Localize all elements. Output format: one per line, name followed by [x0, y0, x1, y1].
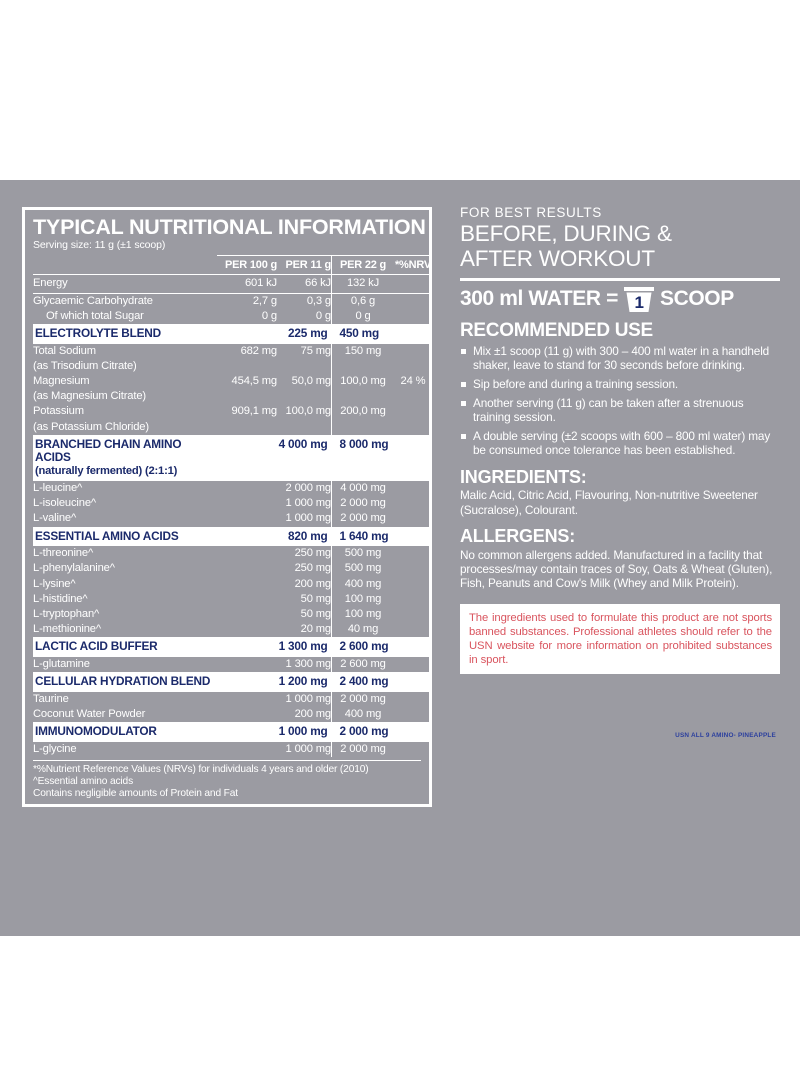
nutrient-name: (as Potassium Chloride): [33, 420, 149, 433]
nutrient-value: 909,1 mg: [231, 405, 277, 418]
nutrient-name: Glycaemic Carbohydrate: [33, 294, 153, 307]
table-row-blend-header: [33, 637, 432, 657]
nutrient-value: [217, 592, 277, 607]
square-bullet-icon: [461, 382, 466, 387]
nutrient-name: L-isoleucine^: [33, 497, 97, 510]
nutrient-name: L-glutamine: [33, 657, 90, 670]
nutrient-value: [394, 293, 432, 309]
recommended-use-title: RECOMMENDED USE: [460, 319, 653, 341]
nutrient-name: Taurine: [33, 692, 69, 705]
column-header: PER 11 g: [277, 256, 332, 275]
nutrient-value: [217, 561, 277, 576]
nutrient-value: 2 600 mg: [332, 657, 395, 672]
table-row-blend-header: [33, 324, 432, 344]
column-header: PER 22 g: [332, 256, 395, 275]
ingredients-title: INGREDIENTS:: [460, 466, 587, 487]
nutrient-name: (as Trisodium Citrate): [33, 359, 137, 372]
nutrient-value: 24 %: [400, 375, 426, 388]
nutrient-name: L-glycine: [33, 742, 77, 755]
square-bullet-icon: [461, 434, 466, 439]
nutrient-value: [332, 420, 395, 435]
nutrient-value: 132 kJ: [332, 275, 395, 293]
nutrient-value: [217, 546, 277, 561]
product-sku-label: USN ALL 9 AMINO- PINEAPPLE: [675, 732, 776, 740]
scoop-count-text: 1: [634, 292, 644, 312]
table-row: [33, 692, 432, 707]
nutrient-value: [394, 707, 432, 722]
table-row: [33, 511, 432, 526]
best-results-kicker: FOR BEST RESULTS: [460, 205, 602, 220]
nutrient-value: 2 000 mg: [332, 496, 395, 511]
nutrient-value: [217, 511, 277, 526]
recommended-use-list: [460, 344, 780, 458]
table-row: [33, 420, 432, 435]
banned-substances-warning: The ingredients used to formulate this product are not sports banned substances. Professional athletes should refer to the USN website for more information on prohibited substances in sport.: [460, 604, 780, 674]
nutrient-value: [332, 359, 395, 374]
nutrient-name: L-phenylalanine^: [33, 562, 115, 575]
nutrient-name: L-tryptophan^: [33, 607, 100, 620]
nutrient-value: 250 mg: [294, 547, 331, 560]
nutrient-value: [217, 692, 277, 707]
water-ratio-suffix: SCOOP: [659, 287, 734, 311]
nutrient-value: 0,3 g: [306, 294, 331, 307]
recommended-use-text: A double serving (±2 scoops with 600 – 800 ml water) may be consumed once tolerance has been established.: [473, 429, 771, 458]
square-bullet-icon: [461, 349, 466, 354]
nutrient-value: [394, 324, 432, 344]
nutrient-name: Energy: [33, 275, 217, 293]
nutrient-value: 100 mg: [332, 607, 395, 622]
nutrient-name: Potassium: [33, 405, 84, 418]
table-row: [33, 592, 432, 607]
table-row: [33, 275, 432, 293]
nutrient-value: 400 mg: [332, 707, 395, 722]
nutrient-value: 454,5 mg: [231, 375, 277, 388]
nutrient-value: 40 mg: [332, 622, 395, 637]
nutrient-name-text: BRANCHED CHAIN AMINO ACIDS: [35, 436, 182, 465]
nutrient-value: [217, 389, 277, 404]
footnote-eaa: ^Essential amino acids: [33, 776, 134, 788]
nutrient-value: [217, 637, 277, 657]
table-row: [33, 344, 432, 359]
nutrient-value: [217, 527, 277, 547]
headline-line-1: BEFORE, DURING &: [460, 220, 672, 246]
allergens-title: ALLERGENS:: [460, 525, 576, 546]
nutrient-value: 2 000 mg: [332, 511, 395, 526]
nutrient-value: [394, 577, 432, 592]
table-row: [33, 293, 432, 309]
nutrient-value: [394, 672, 432, 692]
recommended-use-item: [460, 344, 780, 372]
scoop-icon: [624, 287, 654, 312]
column-header: PER 100 g: [217, 256, 277, 275]
nutrient-value: 200 mg: [294, 577, 331, 590]
table-row: [33, 359, 432, 374]
recommended-use-item: [460, 429, 780, 457]
table-row: [33, 309, 432, 324]
nutrient-name: L-valine^: [33, 512, 77, 525]
nutrient-value: 1 300 mg: [285, 657, 331, 670]
nutrient-value: [394, 657, 432, 672]
serving-size-text: Serving size: 11 g (±1 scoop): [33, 239, 166, 252]
table-row: [33, 657, 432, 672]
nutrient-value: [394, 359, 432, 374]
nutrient-value: 2 000 mg: [332, 692, 395, 707]
nutrient-value: 20 mg: [300, 623, 331, 636]
nutrient-value: 225 mg: [277, 324, 332, 344]
nutrient-name: ESSENTIAL AMINO ACIDS: [33, 527, 217, 547]
water-ratio-prefix: 300 ml WATER =: [460, 287, 618, 311]
nutrient-value: 150 mg: [332, 344, 395, 359]
nutrient-name: Of which total Sugar: [46, 309, 144, 322]
nutrition-panel: [22, 207, 432, 807]
nutrient-value: [217, 672, 277, 692]
table-row: [33, 404, 432, 419]
divider-rule: [460, 278, 780, 280]
nutrient-value: [394, 389, 432, 404]
allergens-text: No common allergens added. Manufactured in a facility that processes/may contain traces of Soy, Oats & Wheat (Gluten), Fish, Peanuts and Cow's Milk (Whey and Milk Protein).: [460, 547, 773, 590]
nutrient-value: [394, 309, 432, 324]
recommended-use-text: Sip before and during a training session.: [473, 376, 679, 391]
nutrient-value: 4 000 mg: [332, 481, 395, 496]
nutrient-value: 250 mg: [294, 562, 331, 575]
nutrient-value: 820 mg: [277, 527, 332, 547]
nutrient-value: 50 mg: [300, 592, 331, 605]
nutrient-value: 400 mg: [332, 577, 395, 592]
table-row: [33, 622, 432, 637]
nutrition-footnotes: [33, 760, 421, 800]
nutrient-value: 75 mg: [300, 344, 331, 357]
nutrient-value: [217, 359, 277, 374]
nutrient-value: [217, 707, 277, 722]
nutrient-name: LACTIC ACID BUFFER: [33, 637, 217, 657]
nutrient-name: CELLULAR HYDRATION BLEND: [33, 672, 217, 692]
nutrient-value: 0 g: [332, 309, 395, 324]
recommended-use-item: [460, 377, 780, 391]
nutrient-name: (as Magnesium Citrate): [33, 390, 146, 403]
table-row: [33, 374, 432, 389]
nutrient-value: [332, 389, 395, 404]
nutrient-value: [394, 742, 432, 757]
table-header-row: [33, 256, 432, 275]
column-header: [33, 256, 217, 275]
nutrient-name: L-threonine^: [33, 547, 94, 560]
nutrient-value: 66 kJ: [277, 275, 332, 293]
ingredients-text: Malic Acid, Citric Acid, Flavouring, Non-nutritive Sweetener (Sucralose), Colourant.: [460, 488, 758, 517]
nutrient-value: [217, 722, 277, 742]
nutrient-value: [394, 344, 432, 359]
nutrient-value: [394, 692, 432, 707]
nutrient-value: [394, 622, 432, 637]
nutrient-value: 1 640 mg: [332, 527, 395, 547]
nutrient-value: [394, 404, 432, 419]
nutrient-name: L-methionine^: [33, 623, 101, 636]
nutrient-value: 1 300 mg: [277, 637, 332, 657]
nutrient-value: [217, 742, 277, 757]
nutrient-value: [394, 592, 432, 607]
nutrient-value: 1 000 mg: [285, 512, 331, 525]
nutrient-value: [217, 435, 277, 481]
nutrient-value: [394, 435, 432, 481]
nutrient-value: 2 600 mg: [332, 637, 395, 657]
nutrient-value: [394, 637, 432, 657]
nutrient-value: [217, 324, 277, 344]
nutrient-value: 50 mg: [300, 607, 331, 620]
nutrient-value: 2 400 mg: [332, 672, 395, 692]
table-row-blend-header: [33, 435, 432, 481]
nutrient-value: [394, 527, 432, 547]
nutrient-name: L-leucine^: [33, 481, 83, 494]
recommended-use-text: Another serving (11 g) can be taken after a strenuous training session.: [473, 395, 744, 425]
nutrient-value: 1 000 mg: [285, 692, 331, 705]
table-row: [33, 742, 432, 757]
nutrient-name: L-histidine^: [33, 592, 88, 605]
nutrient-value: [217, 481, 277, 496]
nutrition-table: [33, 255, 432, 757]
nutrient-value: 2 000 mg: [285, 481, 331, 494]
nutrient-value: [394, 481, 432, 496]
table-row: [33, 389, 432, 404]
nutrient-value: [217, 657, 277, 672]
nutrient-value: 0 g: [261, 309, 277, 322]
nutrient-name: Coconut Water Powder: [33, 707, 146, 720]
nutrient-value: 100,0 mg: [332, 374, 395, 389]
recommended-use-item: [460, 396, 780, 424]
nutrient-value: 100 mg: [332, 592, 395, 607]
nutrient-value: [394, 275, 432, 293]
usage-panel: [460, 206, 780, 739]
table-row: [33, 607, 432, 622]
column-header: *%NRV: [394, 256, 432, 275]
nutrient-value: 1 000 mg: [277, 722, 332, 742]
nutrient-value: [277, 389, 332, 404]
nutrient-value: 200 mg: [294, 707, 331, 720]
nutrient-value: [394, 511, 432, 526]
table-row-blend-header: [33, 722, 432, 742]
nutrient-value: 4 000 mg: [277, 435, 332, 481]
table-row-blend-header: [33, 672, 432, 692]
nutrient-value: [277, 420, 332, 435]
nutrient-value: [394, 420, 432, 435]
nutrient-value: 500 mg: [332, 546, 395, 561]
nutrient-value: [394, 607, 432, 622]
nutrient-value: [394, 546, 432, 561]
nutrient-name: Magnesium: [33, 375, 90, 388]
nutrient-value: 0 g: [315, 309, 331, 322]
nutrition-title: TYPICAL NUTRITIONAL INFORMATION: [33, 215, 426, 239]
nutrient-value: 100,0 mg: [285, 405, 331, 418]
nutrient-value: [217, 607, 277, 622]
nutrient-value: 2,7 g: [252, 294, 277, 307]
table-row: [33, 481, 432, 496]
nutrient-name: [33, 435, 217, 481]
nutrient-value: [394, 496, 432, 511]
nutrient-value: 450 mg: [332, 324, 395, 344]
table-row: [33, 561, 432, 576]
nutrient-value: [217, 496, 277, 511]
nutrient-name: L-lysine^: [33, 577, 76, 590]
nutrient-value: 1 200 mg: [277, 672, 332, 692]
recommended-use-text: Mix ±1 scoop (11 g) with 300 – 400 ml water in a handheld shaker, leave to stand for 30 seconds before drinking.: [473, 343, 770, 372]
table-row-blend-header: [33, 527, 432, 547]
nutrient-value: [277, 359, 332, 374]
headline-line-2: AFTER WORKOUT: [460, 246, 655, 272]
nutrient-name: IMMUNOMODULATOR: [33, 722, 217, 742]
nutrient-value: 601 kJ: [217, 275, 277, 293]
nutrient-value: [217, 420, 277, 435]
nutrient-value: 8 000 mg: [332, 435, 395, 481]
nutrient-value: 682 mg: [240, 344, 277, 357]
nutrient-value: 1 000 mg: [285, 497, 331, 510]
blend-subtitle: (naturally fermented) (2:1:1): [35, 465, 178, 478]
table-row: [33, 496, 432, 511]
nutrient-name: ELECTROLYTE BLEND: [33, 324, 217, 344]
nutrient-value: [217, 577, 277, 592]
water-ratio-line: [460, 287, 780, 312]
nutrient-value: 200,0 mg: [332, 404, 395, 419]
nutrient-value: [394, 722, 432, 742]
nutrient-value: 50,0 mg: [291, 375, 331, 388]
footnote-protein-fat: Contains negligible amounts of Protein and Fat: [33, 788, 238, 800]
table-row: [33, 707, 432, 722]
nutrient-value: 0,6 g: [332, 293, 395, 309]
footnote-nrv: *%Nutrient Reference Values (NRVs) for individuals 4 years and older (2010): [33, 763, 369, 775]
table-row: [33, 577, 432, 592]
nutrient-value: [394, 561, 432, 576]
nutrient-name: Total Sodium: [33, 344, 96, 357]
table-row: [33, 546, 432, 561]
square-bullet-icon: [461, 401, 466, 406]
nutrient-value: 2 000 mg: [332, 722, 395, 742]
nutrient-value: 1 000 mg: [285, 742, 331, 755]
nutrient-value: 500 mg: [332, 561, 395, 576]
nutrient-value: [217, 622, 277, 637]
nutrient-value: 2 000 mg: [332, 742, 395, 757]
